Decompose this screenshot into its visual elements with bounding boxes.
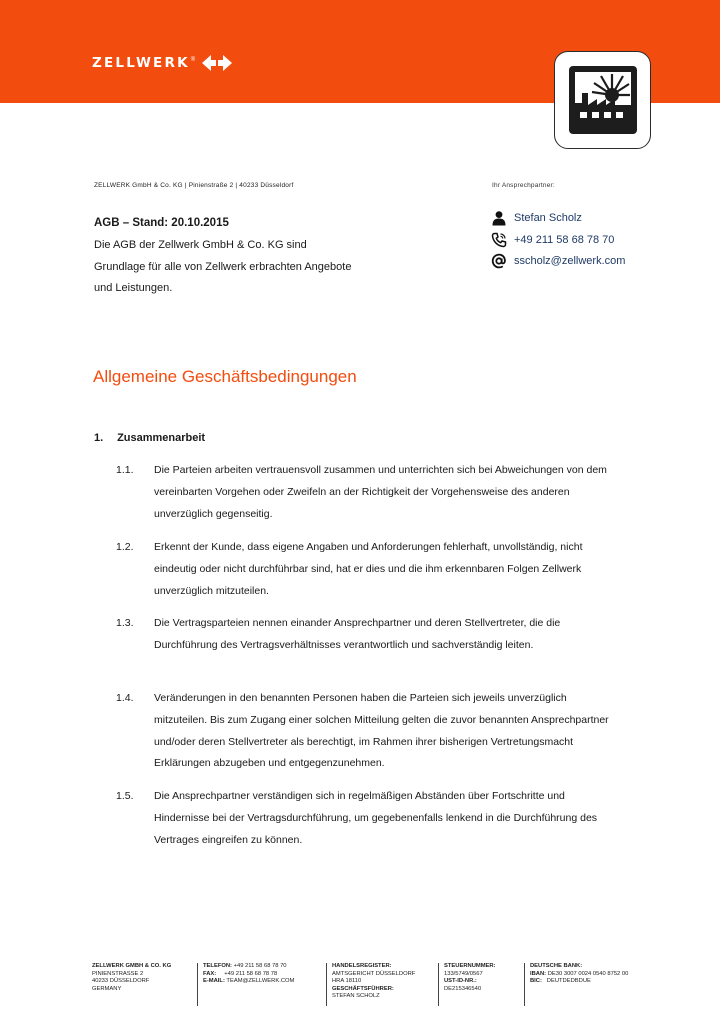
- clause-number: 1.5.: [116, 790, 134, 802]
- clause-text: Erkennt der Kunde, dass eigene Angaben und Anforderungen fehlerhaft, unvollständig, nicht eindeutig oder nicht durchführbar sind, hat er dies und die ihm erkennbaren Folgen Zellwerk unverzüglich mitzuteilen.: [154, 541, 583, 597]
- footer: [92, 963, 652, 1007]
- footer-vat-label: UST-ID-NR.:: [444, 978, 477, 985]
- phone-icon: [491, 232, 507, 248]
- footer-gf-label: GESCHÄFTSFÜHRER:: [332, 985, 394, 992]
- footer-bic-label: BIC:: [530, 978, 542, 985]
- sender-address-line: ZELLWERK GmbH & Co. KG | Pinienstraße 2 | 40233 Düsseldorf: [94, 182, 294, 189]
- footer-gf: STEFAN SCHOLZ: [332, 993, 380, 1000]
- footer-iban-label: IBAN:: [530, 970, 547, 977]
- section-heading: [94, 432, 205, 444]
- clause-number: 1.4.: [116, 692, 134, 704]
- brand-registered-mark: ®: [190, 56, 196, 63]
- agb-title: AGB – Stand: 20.10.2015: [94, 217, 229, 229]
- clause: [116, 460, 616, 525]
- arrows-icon: [199, 53, 235, 73]
- footer-street: PINIENSTRASSE 2: [92, 970, 144, 977]
- footer-vat: DE215346540: [444, 985, 482, 992]
- footer-mail-label: E-MAIL:: [203, 978, 225, 985]
- clause: [116, 537, 616, 602]
- contact-email[interactable]: sscholz@zellwerk.com: [514, 255, 626, 267]
- footer-iban: DE30 3007 0024 0540 8752 00: [547, 970, 629, 977]
- section-title: Zusammenarbeit: [117, 432, 206, 444]
- footer-register-label: HANDELSREGISTER:: [332, 963, 392, 969]
- clause-number: 1.3.: [116, 617, 134, 629]
- footer-contact: [197, 963, 325, 1006]
- contact-name-row: [491, 210, 582, 226]
- at-icon: [491, 253, 507, 269]
- contact-name: Stefan Scholz: [514, 212, 582, 224]
- clause-text: Veränderungen in den benannten Personen haben die Parteien sich jeweils unverzüglich mitzuteilen. Bis zum Zugang einer solchen Mitteilung gelten die zuvor benannten Ansprechpartner und/oder deren Stellvertreter als berechtigt, im Rahmen ihrer bisherigen Vertretungsmacht Erklärungen abzugeben und entgegenzunehmen.: [154, 692, 609, 770]
- section-number: 1.: [94, 432, 104, 444]
- footer-bic: DEUTDEDBDUE: [546, 978, 591, 985]
- clause: [116, 688, 616, 775]
- footer-company-name: ZELLWERK GMBH & CO. KG: [92, 963, 172, 969]
- footer-city: 40233 DÜSSELDORF: [92, 978, 150, 985]
- brand-name: ZELLWERK: [92, 55, 190, 71]
- footer-tel-label: TELEFON:: [203, 963, 232, 969]
- footer-tax-number: 133/5749/0567: [444, 970, 483, 977]
- footer-tax-label: STEUERNUMMER:: [444, 963, 496, 969]
- clause-text: Die Vertragsparteien nennen einander Ansprechpartner und deren Stellvertreter, die die Durchführung des Vertragsverhältnisses verantwortlich und sachverständig leiten.: [154, 617, 561, 651]
- footer-hra: HRA 18110: [332, 978, 362, 985]
- factory-sun-logo-icon: [554, 51, 651, 149]
- footer-tel: +49 211 58 68 78 70: [233, 963, 287, 969]
- footer-bank: [524, 963, 652, 1006]
- person-icon: [491, 210, 507, 226]
- clause-number: 1.1.: [116, 464, 134, 476]
- clause-text: Die Ansprechpartner verständigen sich in regelmäßigen Abständen über Fortschritte und Hindernisse bei der Vertragsdurchführung, um gegebenenfalls lenkend in die Durchführung des Vertrages eingreifen zu können.: [154, 790, 598, 846]
- footer-fax-label: FAX:: [203, 970, 217, 977]
- contact-email-row: [491, 253, 625, 269]
- clause: [116, 786, 616, 851]
- contact-phone-row: [491, 232, 614, 248]
- document-title: Allgemeine Geschäftsbedingungen: [93, 367, 357, 386]
- footer-court: AMTSGERICHT DÜSSELDORF: [332, 970, 416, 977]
- footer-tax: [438, 963, 524, 1006]
- footer-fax: +49 211 58 68 78 78: [224, 970, 278, 977]
- footer-company: [92, 963, 198, 993]
- brand-logo: [92, 53, 235, 73]
- clause-number: 1.2.: [116, 541, 134, 553]
- contact-heading: Ihr Ansprechpartner:: [492, 182, 555, 189]
- footer-country: GERMANY: [92, 985, 122, 992]
- agb-intro-text: Die AGB der Zellwerk GmbH & Co. KG sind Grundlage für alle von Zellwerk erbrachten Angebote und Leistungen.: [94, 239, 352, 295]
- footer-register: [326, 963, 438, 1006]
- footer-mail: TEAM@ZELLWERK.COM: [226, 978, 295, 985]
- footer-bank-label: DEUTSCHE BANK:: [530, 963, 583, 969]
- contact-phone[interactable]: +49 211 58 68 78 70: [514, 234, 615, 246]
- clause: [116, 613, 616, 657]
- clause-text: Die Parteien arbeiten vertrauensvoll zusammen und unterrichten sich bei Abweichungen von dem vereinbarten Vorgehen oder Zweifeln an der Richtigkeit der Vorgehensweise des anderen unverzüglich gegenseitig.: [154, 464, 607, 520]
